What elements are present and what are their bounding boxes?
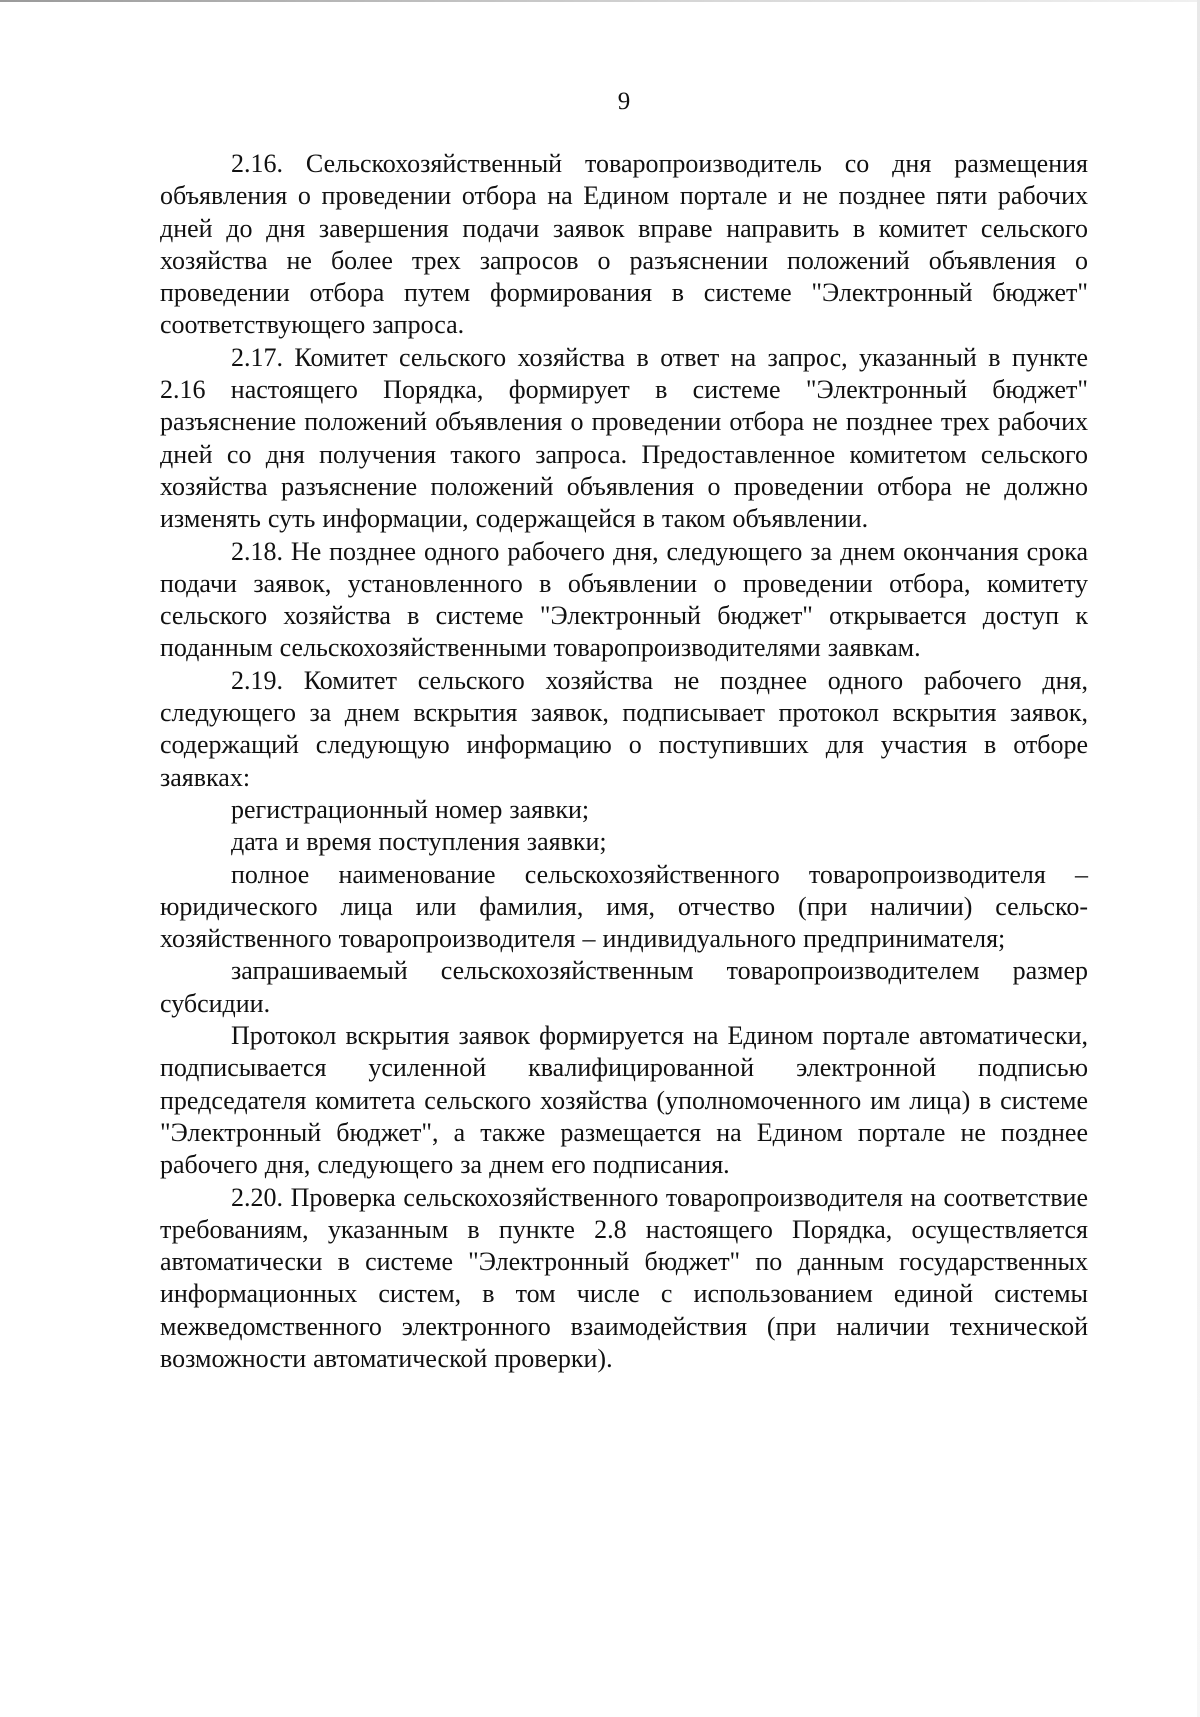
scan-edge-top bbox=[0, 0, 1200, 2]
paragraph-2-16: 2.16. Сельскохозяйственный товаропроизводитель со дня размещения объявления о проведении отбора на Едином портале и не позднее пяти рабочих дней до дня завершения подачи заявок вправе направить в комитет сельского хозяйства не более трех запросов о разъяснении положений объявления о проведении отбора путем формирования в системе "Электронный бюджет" соответствующего запроса. bbox=[160, 149, 1088, 340]
list-item-registration-number: регистрационный номер заявки; bbox=[231, 794, 590, 824]
list-item-full-name: полное наименование сельскохозяйственного товаропроизводителя – юридического лица или фамилия, имя, отчество (при наличии) сельско-хозяйственного товаропроизводителя – индивидуального предпринимателя; bbox=[160, 859, 1088, 954]
page-number: 9 bbox=[617, 88, 631, 115]
paragraph-2-18: 2.18. Не позднее одного рабочего дня, следующего за днем окончания срока подачи заявок, установленного в объявлении о проведении отбора, комитету сельского хозяйства в системе "Электронный бюджет" открывается доступ к поданным сельскохозяйственными товаропроизводителями заявкам. bbox=[160, 536, 1088, 663]
document-body bbox=[160, 148, 1088, 1375]
paragraph-2-20: 2.20. Проверка сельскохозяйственного товаропроизводителя на соответствие требованиям, указанным в пункте 2.8 настоящего Порядка, осуществляется автоматически в системе "Электронный бюджет" по данным государственных информационных систем, в том числе с использованием единой системы межведомственного электронного взаимодействия (при наличии технической возможности автоматической проверки). bbox=[160, 1182, 1088, 1373]
paragraph-protocol: Протокол вскрытия заявок формируется на Едином портале автоматически, подписывается усиленной квалифицированной электронной подписью председателя комитета сельского хозяйства (уполномоченного им лица) в системе "Электронный бюджет", а также размещается на Едином портале не позднее рабочего дня, следующего за днем его подписания. bbox=[160, 1021, 1088, 1180]
list-item-date-time: дата и время поступления заявки; bbox=[231, 827, 607, 857]
paragraph-2-19: 2.19. Комитет сельского хозяйства не позднее одного рабочего дня, следующего за днем вскрытия заявок, подписывает протокол вскрытия заявок, содержащий следующую информацию о поступивших для участия в отборе заявках: bbox=[160, 665, 1088, 792]
paragraph-2-17: 2.17. Комитет сельского хозяйства в ответ на запрос, указанный в пункте 2.16 настоящего Порядка, формирует в системе "Электронный бюджет" разъяснение положений объявления о проведении отбора не позднее трех рабочих дней со дня получения такого запроса. Предоставленное комитетом сельского хозяйства разъяснение положений объявления о проведении отбора не должно изменять суть информации, содержащейся в таком объявлении. bbox=[160, 342, 1088, 534]
list-item-subsidy-size: запрашиваемый сельскохозяйственным товаропроизводителем размер субсидии. bbox=[160, 956, 1088, 1018]
